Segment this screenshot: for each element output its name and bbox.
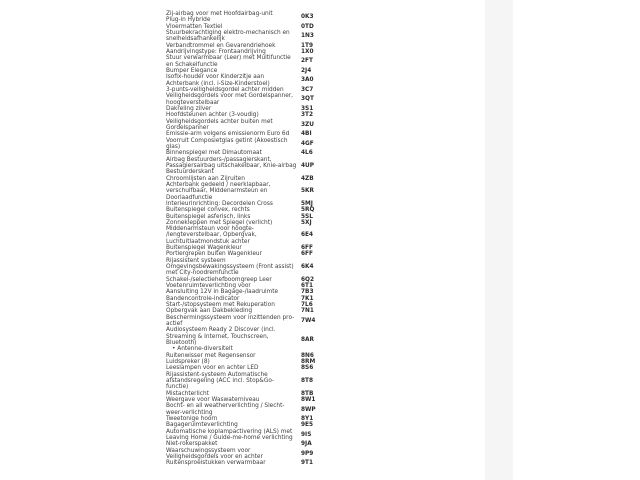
equipment-description: [166, 403, 301, 416]
equipment-row: [166, 403, 344, 416]
option-code: 4BI: [301, 131, 312, 138]
equipment-row: [166, 119, 344, 132]
description-line: Dakreling zilver: [166, 105, 212, 112]
description-line: Start-/stopsysteem met Rekuperation: [166, 302, 275, 309]
option-code: 9T1: [301, 460, 314, 467]
option-code: 2FT: [301, 58, 313, 65]
option-code: 7B3: [301, 289, 314, 296]
option-code: 1T9: [301, 42, 314, 49]
description-line: verschuifbaar, Middenarmsteun en: [166, 188, 268, 195]
description-line: Waarschuwingssysteem voor: [166, 447, 251, 454]
description-line: Stuur verwarmbaar (Leer) met Multifunctie: [166, 55, 291, 62]
description-line: snelheidsafhankelijk: [166, 36, 225, 43]
option-code: 3C7: [301, 86, 314, 93]
option-code: 8WP: [301, 406, 316, 413]
description-line: Isofix-houder voor Kinderzitje aan: [166, 74, 265, 81]
equipment-description: [166, 429, 301, 442]
equipment-description: [166, 226, 301, 245]
equipment-description: [166, 372, 301, 391]
description-line: weer-verlichting: [166, 409, 213, 416]
description-line: Bluetooth): [166, 340, 197, 347]
description-line: Weergave voor Waswaterniveau: [166, 397, 260, 404]
option-code: 7K1: [301, 295, 314, 302]
description-line: Tweetonige hoorn: [166, 416, 218, 422]
description-line: Bumper Elegance: [166, 67, 218, 74]
description-line: Rijassistent systeem: [166, 257, 226, 264]
equipment-row: [166, 93, 344, 106]
option-code: 6FF: [301, 251, 313, 258]
option-code: 0K3: [301, 14, 314, 21]
option-code: 3A0: [301, 77, 314, 84]
equipment-row: [166, 372, 344, 391]
equipment-description: [166, 74, 301, 87]
description-line: Zij-airbag voor met Hoofdairbag-unit: [166, 11, 273, 17]
description-line: Veiligheidsgordels voor en achter: [166, 453, 263, 460]
description-line: /lengteverstelbaar, Opbergvak,: [166, 232, 257, 239]
option-code: 8AR: [301, 336, 314, 343]
equipment-description: [166, 119, 301, 132]
equipment-row: [166, 74, 344, 87]
option-code: 1X0: [301, 48, 314, 55]
option-code: 3T2: [301, 112, 314, 119]
page-edge-shadow: [485, 0, 513, 480]
option-code: 6E4: [301, 232, 314, 239]
description-line: Passagiersairbag uitschakelbaar, Knie-airbag: [166, 162, 297, 169]
description-line: Omgevingsbewakingssysteem (Front assist): [166, 264, 294, 271]
equipment-row: [166, 11, 344, 24]
description-line: Stuurbekrachtiging elektro-mechanisch en: [166, 29, 290, 36]
option-code: 5MJ: [301, 200, 313, 207]
description-line: functie): [166, 384, 189, 391]
description-line: Luidspreker (8): [166, 359, 210, 366]
description-line: Gordelspanner: [166, 124, 209, 131]
description-line: Bocht- en all weatherverlichting / Slecht-: [166, 403, 285, 410]
description-line: Binnenspiegel met Dimautomaat: [166, 150, 262, 157]
equipment-description: [166, 157, 301, 176]
description-line: Leaving Home / Guide-me-home verlichting: [166, 434, 293, 441]
description-line: Opbergvak aan Dakbekleding: [166, 308, 253, 315]
equipment-row: [166, 327, 344, 352]
equipment-description: [166, 327, 301, 352]
option-code: 7N1: [301, 308, 314, 315]
description-line: Rijassistent-systeem Automatische: [166, 371, 268, 378]
equipment-description: [166, 258, 301, 277]
description-line: Buitenspiegel asferisch, links: [166, 213, 251, 220]
equipment-row: [166, 258, 344, 277]
description-line: Bestuurderskant: [166, 169, 214, 176]
option-code: 9E5: [301, 422, 314, 429]
equipment-row: [166, 226, 344, 245]
equipment-row: [166, 448, 344, 461]
description-line: glas): [166, 143, 181, 150]
description-line: Portiergrepen buiten Wagenkleur: [166, 251, 262, 258]
description-line: Luchtuitlaatmondstuk achter: [166, 238, 250, 245]
equipment-description: [166, 315, 301, 328]
description-line: Aandrijvingstype: Frontaandrijving: [166, 48, 266, 55]
option-code: 9P9: [301, 450, 314, 457]
description-line: Beschermingssysteem voor inzittenden pro-: [166, 314, 295, 321]
option-code: 8S6: [301, 365, 314, 372]
option-code: 3ZU: [301, 121, 314, 128]
description-line: Bagageruimteverlichting: [166, 422, 238, 429]
description-line: Interieurinrichting: Decordelen Cross: [166, 200, 273, 207]
description-line: Vloermatten Textiel: [166, 23, 223, 30]
option-code: 4UP: [301, 162, 314, 169]
description-line: 3-punts-veiligheidsgordel achter midden: [166, 86, 284, 93]
option-code: 3S1: [301, 105, 314, 112]
description-line: Leeslampen voor en achter LED: [166, 365, 259, 372]
equipment-description: [166, 138, 301, 151]
description-line: met City-noodremfunctie: [166, 270, 239, 277]
description-line: Mistachterlicht: [166, 390, 209, 397]
description-line: Hoofdsteunen achter (3-voudig): [166, 112, 259, 119]
option-code: 6T1: [301, 283, 314, 290]
option-code: 4L6: [301, 150, 313, 157]
option-code: 5XJ: [301, 219, 312, 226]
equipment-row: [166, 429, 344, 442]
option-code: 3QT: [301, 96, 314, 103]
equipment-row: [166, 157, 344, 176]
description-line: Schakel-/selectiehefboomgreep Leer: [166, 276, 272, 283]
equipment-description: [166, 93, 301, 106]
description-line: Voetenruimteverlichting voor: [166, 283, 251, 290]
equipment-description: [166, 460, 301, 466]
equipment-row: [166, 315, 344, 328]
option-code: 4GF: [301, 140, 314, 147]
description-line: Achterbank gedeeld / neerklapbaar,: [166, 181, 271, 188]
description-line: Ruitenwisser met Regensensor: [166, 352, 256, 359]
option-code: 8Y1: [301, 416, 314, 422]
description-line: afstandsregeling (ACC incl. Stop&Go-: [166, 378, 275, 385]
option-code: 8W1: [301, 397, 316, 404]
option-code: 5SL: [301, 213, 313, 220]
description-line: Ruitensproeistukken verwarmbaar: [166, 460, 266, 467]
equipment-row: [166, 460, 344, 466]
description-line: Aansluiting 12V in Bagage-/laadruimte: [166, 289, 279, 296]
description-line: Voorruit Composietglas getint (Akoestisch: [166, 137, 288, 144]
equipment-description: [166, 30, 301, 43]
description-line: Streaming & Internet, Touchscreen,: [166, 333, 269, 340]
option-code: 8N6: [301, 352, 314, 359]
description-line: Automatische koplampactivering (ALS) met: [166, 428, 293, 435]
equipment-description: [166, 11, 301, 24]
option-code: 4ZB: [301, 175, 314, 182]
description-line: Bandencontrole-indicator: [166, 295, 240, 302]
option-code: 8TB: [301, 390, 314, 397]
option-code: 8RM: [301, 359, 316, 366]
description-line: Achterbank (incl. i-Size-Kinderstoel): [166, 80, 270, 87]
option-code: 5RQ: [301, 207, 315, 214]
description-line: Niet-rokerspakket: [166, 441, 218, 448]
description-line: Chroomlijsten aan Zijruiten: [166, 175, 245, 182]
description-line: Buitenspiegel convex, rechts: [166, 207, 250, 214]
description-line: Emissie-arm volgens emissienorm Euro 6d: [166, 131, 290, 138]
description-line: Plug-in Hybride: [166, 17, 211, 24]
option-code: 9IS: [301, 431, 312, 438]
option-code: 7L6: [301, 302, 313, 309]
description-line: hoogteverstelbaar: [166, 99, 220, 106]
option-code: 7W4: [301, 317, 316, 324]
description-line: Veiligheidsgordels achter buiten met: [166, 118, 273, 125]
description-line: Zonnekleppen met Spiegel (verlicht): [166, 219, 273, 226]
description-line: en Schakelfunctie: [166, 61, 218, 68]
description-line: Veiligheidsgordels voor met Gordelspanner,: [166, 93, 294, 100]
option-code: 8T8: [301, 378, 314, 385]
equipment-row: [166, 138, 344, 151]
option-code: 0TD: [301, 23, 314, 30]
description-line: Audiosysteem Ready 2 Discover (incl.: [166, 327, 276, 334]
description-line: Middenarmsteun voor hoogte-: [166, 226, 254, 233]
option-code: 1N3: [301, 33, 314, 40]
equipment-description: [166, 182, 301, 201]
option-code: 2J4: [301, 67, 312, 74]
description-line: Buitenspiegel Wagenkleur: [166, 245, 242, 252]
description-line: Doorlaadfunctie: [166, 194, 213, 201]
option-code: 6FF: [301, 245, 313, 252]
description-line: actief: [166, 321, 183, 328]
equipment-row: [166, 182, 344, 201]
description-bullet-item: • Antenne-diversiteit: [172, 346, 233, 353]
option-code: 6K4: [301, 264, 314, 271]
equipment-row: [166, 30, 344, 43]
equipment-row: [166, 55, 344, 68]
equipment-description: [166, 55, 301, 68]
option-code: 9JA: [301, 441, 312, 448]
option-code: 6Q2: [301, 276, 314, 283]
description-line: Verbandtrommel en Gevarendriehoek: [166, 42, 276, 49]
description-line: Airbag Bestuurders-/passagierskant,: [166, 156, 272, 163]
option-code: 5KR: [301, 188, 314, 195]
equipment-description: [166, 448, 301, 461]
equipment-list: [166, 11, 344, 467]
